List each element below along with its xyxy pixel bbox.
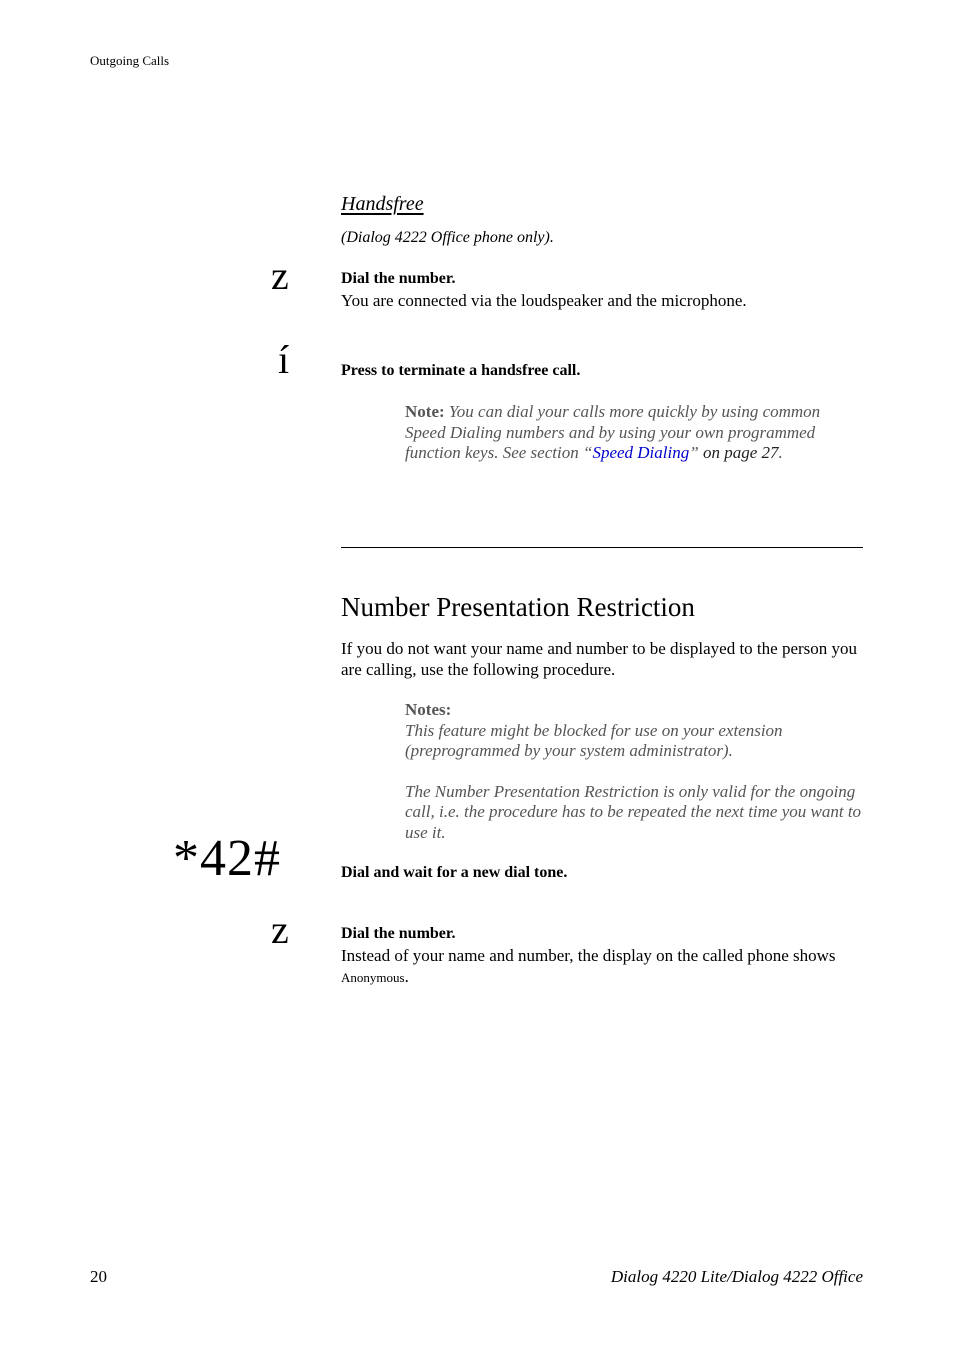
running-header: Outgoing Calls	[90, 53, 170, 68]
note-item: The Number Presentation Restriction is only valid for the ongoing call, i.e. the procedure has to be repeated the next time you want to use it.	[405, 781, 862, 842]
handsfree-heading: Handsfree	[341, 193, 424, 215]
section-divider	[341, 547, 863, 548]
step-text-end: .	[404, 967, 409, 986]
step-title: Dial and wait for a new dial tone.	[341, 864, 568, 881]
note-block	[405, 402, 865, 464]
dial-number-icon: z	[271, 253, 289, 298]
dial-code-icon: *42#	[173, 830, 281, 887]
footer-product: Dialog 4220 Lite/Dialog 4222 Office	[610, 1267, 863, 1286]
section-heading: Number Presentation Restriction	[341, 592, 695, 622]
note-spacer	[405, 762, 865, 782]
step-description	[341, 945, 861, 988]
notes-block	[405, 700, 865, 843]
step-title: Dial the number.	[341, 925, 456, 942]
note-quote-close: ”	[689, 443, 699, 462]
handsfree-applicability: (Dialog 4222 Office phone only).	[341, 229, 554, 246]
notes-label: Notes:	[405, 700, 452, 719]
note-label: Note:	[405, 402, 445, 421]
step-title: Press to terminate a handsfree call.	[341, 362, 581, 379]
step-title: Dial the number.	[341, 270, 456, 287]
note-quote-open: “	[582, 443, 593, 462]
speed-dialing-link[interactable]: Speed Dialing	[592, 443, 690, 462]
section-intro: If you do not want your name and number to be displayed to the person you are calling, use the following procedure.	[341, 639, 858, 679]
step-text: Instead of your name and number, the display on the called phone shows	[341, 946, 836, 965]
page-number: 20	[90, 1267, 107, 1286]
dial-number-icon: z	[271, 907, 289, 952]
speaker-key-icon: í	[278, 337, 290, 382]
note-text: You can dial your calls more quickly by using common Speed Dialing numbers and by using your own programmed function keys. See section	[405, 402, 821, 462]
note-end: .	[778, 443, 783, 462]
step-description: You are connected via the loudspeaker and the microphone.	[341, 291, 747, 310]
display-text: Anonymous	[341, 970, 405, 985]
note-item: This feature might be blocked for use on your extension (preprogrammed by your system administrator).	[405, 720, 783, 760]
note-page-ref: on page 27	[702, 443, 779, 462]
